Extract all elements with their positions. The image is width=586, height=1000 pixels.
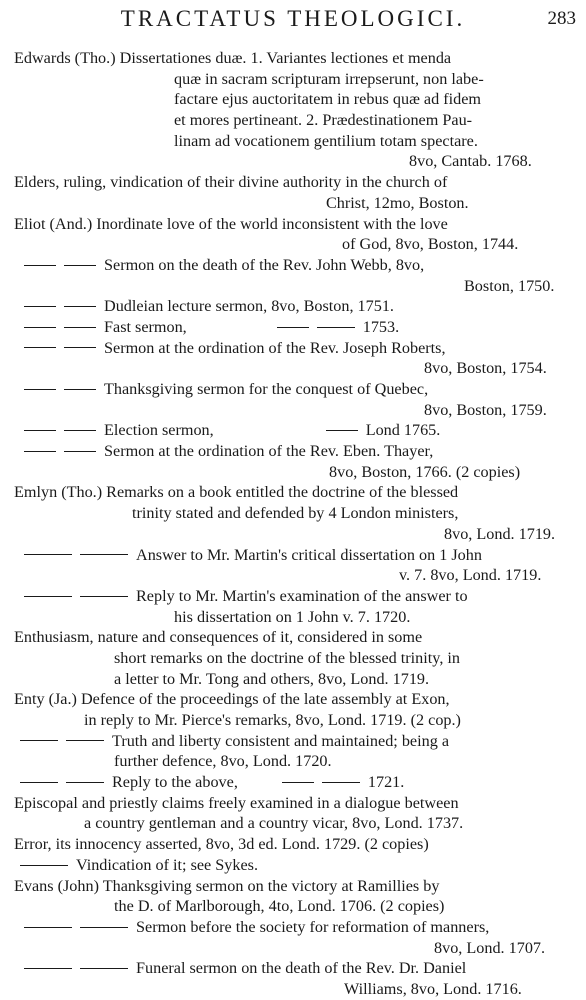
- entry-text: Reply to the above,: [112, 773, 238, 792]
- entry-line: [14, 193, 574, 214]
- entry-text: of God, 8vo, Boston, 1744.: [342, 235, 519, 254]
- ditto-dash: [64, 430, 96, 431]
- entry-line: [14, 151, 574, 172]
- entry-line: [14, 855, 574, 876]
- entry-text: Truth and liberty consistent and maintained; being a: [112, 731, 450, 750]
- entry-line: [14, 379, 574, 400]
- entry-text: in reply to Mr. Pierce's remarks, 8vo, Lond. 1719. (2 cop.): [84, 711, 461, 729]
- entry-text: Enthusiasm, nature and consequences of it, considered in some: [14, 628, 423, 647]
- entry-text: Sermon on the death of the Rev. John Webb, 8vo,: [104, 255, 425, 274]
- entry-line: [14, 876, 574, 897]
- entry-text: Error, its innocency asserted, 8vo, 3d ed. Lond. 1729. (2 copies): [14, 835, 429, 854]
- entry-line: [14, 234, 574, 255]
- entry-line: [14, 255, 574, 276]
- entry-text: trinity stated and defended by 4 London ministers,: [132, 504, 459, 523]
- entry-line: [14, 979, 574, 1000]
- entry-line: [14, 648, 574, 669]
- ditto-dash: [24, 347, 56, 348]
- entry-text: Answer to Mr. Martin's critical dissertation on 1 John: [136, 545, 482, 564]
- entry-text: Sermon before the society for reformation of manners,: [136, 917, 490, 936]
- entry-line: [14, 669, 574, 690]
- entry-line: [14, 420, 574, 441]
- entry-line: [14, 317, 574, 338]
- ditto-dash: [80, 968, 128, 969]
- entry-text: Enty (Ja.) Defence of the proceedings of the late assembly at Exon,: [14, 690, 450, 709]
- entry-text: 8vo, Lond. 1719.: [444, 524, 556, 543]
- entry-line: [14, 69, 574, 90]
- entry-text: Lond 1765.: [365, 421, 441, 440]
- entry-line: [14, 896, 574, 917]
- entry-line: [14, 358, 574, 379]
- entry-line: [14, 813, 574, 834]
- running-title: TRACTATUS THEOLOGICI.: [120, 6, 466, 31]
- entry-text: the D. of Marlborough, 4to, Lond. 1706. (2 copies): [114, 897, 445, 916]
- entry-line: [14, 214, 574, 235]
- entry-text: Elders, ruling, vindication of their divine authority in the church of: [14, 173, 448, 192]
- entry-text: quæ in sacram scripturam irrepserunt, non labe-: [174, 69, 484, 88]
- entry-line: [14, 482, 574, 503]
- entry-text: Christ, 12mo, Boston.: [326, 193, 469, 212]
- entry-line: [14, 772, 574, 793]
- entry-text: Sermon at the ordination of the Rev. Joseph Roberts,: [104, 338, 446, 357]
- entry-line: [14, 545, 574, 566]
- ditto-dash: [20, 865, 68, 866]
- ditto-dash: [24, 430, 56, 431]
- ditto-dash: [20, 740, 58, 741]
- ditto-dash: [282, 782, 314, 783]
- page-number: 283: [547, 8, 576, 29]
- entry-text: v. 7. 8vo, Lond. 1719.: [399, 566, 542, 585]
- entry-line: [14, 110, 574, 131]
- entry-text: Funeral sermon on the death of the Rev. Dr. Daniel: [136, 959, 467, 978]
- ditto-dash: [80, 927, 128, 928]
- entry-line: [14, 462, 574, 483]
- ditto-dash: [24, 968, 72, 969]
- entry-text: Reply to Mr. Martin's examination of the answer to: [136, 586, 468, 605]
- entry-text: Eliot (And.) Inordinate love of the world inconsistent with the love: [14, 214, 448, 233]
- entry-text: 1753.: [362, 317, 400, 336]
- ditto-dash: [24, 927, 72, 928]
- ditto-dash: [64, 265, 96, 266]
- entry-line: [14, 710, 574, 731]
- page-header: [0, 4, 586, 40]
- ditto-dash: [317, 327, 355, 328]
- entry-text: et mores pertineant. 2. Prædestinationem Pau-: [174, 111, 473, 130]
- entry-text: a country gentleman and a country vicar, 8vo, Lond. 1737.: [84, 814, 464, 833]
- entry-text: Vindication of it; see Sykes.: [76, 855, 259, 874]
- ditto-dash: [277, 327, 309, 328]
- entry-text: 8vo, Cantab. 1768.: [409, 152, 532, 171]
- entry-line: [14, 276, 574, 297]
- entry-text: Fast sermon,: [104, 317, 187, 336]
- entry-text: 8vo, Boston, 1754.: [424, 359, 547, 378]
- entry-text: Boston, 1750.: [464, 276, 555, 295]
- entry-line: [14, 607, 574, 628]
- ditto-dash: [24, 451, 56, 452]
- ditto-dash: [24, 554, 72, 555]
- entry-line: [14, 689, 574, 710]
- ditto-dash: [64, 451, 96, 452]
- entry-text: a letter to Mr. Tong and others, 8vo, Lond. 1719.: [114, 669, 430, 688]
- ditto-dash: [66, 740, 104, 741]
- entry-line: [14, 131, 574, 152]
- ditto-dash: [24, 327, 56, 328]
- entry-text: 8vo, Boston, 1759.: [424, 400, 547, 419]
- ditto-dash: [80, 554, 128, 555]
- entry-line: [14, 938, 574, 959]
- ditto-dash: [80, 596, 128, 597]
- entry-line: [14, 958, 574, 979]
- entry-line: [14, 524, 574, 545]
- entry-text: Evans (John) Thanksgiving sermon on the victory at Ramillies by: [14, 876, 440, 895]
- entry-text: Thanksgiving sermon for the conquest of Quebec,: [104, 380, 429, 398]
- entry-text: Dudleian lecture sermon, 8vo, Boston, 1751.: [104, 297, 394, 316]
- entry-line: [14, 751, 574, 772]
- ditto-dash: [24, 389, 56, 390]
- entry-text: 1721.: [367, 773, 405, 792]
- ditto-dash: [24, 306, 56, 307]
- entry-line: [14, 565, 574, 586]
- entry-line: [14, 400, 574, 421]
- entry-text: Emlyn (Tho.) Remarks on a book entitled the doctrine of the blessed: [14, 483, 459, 502]
- entry-line: [14, 503, 574, 524]
- ditto-dash: [66, 782, 104, 783]
- entry-line: [14, 731, 574, 752]
- ditto-dash: [64, 327, 96, 328]
- entry-line: [14, 834, 574, 855]
- ditto-dash: [24, 265, 56, 266]
- entry-text: Election sermon,: [104, 421, 214, 440]
- entry-text: short remarks on the doctrine of the blessed trinity, in: [114, 648, 460, 667]
- entry-line: [14, 793, 574, 814]
- entry-text: Edwards (Tho.) Dissertationes duæ. 1. Variantes lectiones et menda: [14, 49, 452, 67]
- entry-text: linam ad vocationem gentilium totam spectare.: [174, 131, 478, 150]
- ditto-dash: [64, 306, 96, 307]
- entry-text: Williams, 8vo, Lond. 1716.: [344, 979, 522, 998]
- ditto-dash: [64, 347, 96, 348]
- entry-line: [14, 296, 574, 317]
- entry-line: [14, 172, 574, 193]
- entry-text: his dissertation on 1 John v. 7. 1720.: [174, 607, 411, 626]
- ditto-dash: [20, 782, 58, 783]
- entry-line: [14, 917, 574, 938]
- ditto-dash: [64, 389, 96, 390]
- entry-line: [14, 586, 574, 607]
- entry-text: 8vo, Lond. 1707.: [434, 938, 546, 957]
- entry-line: [14, 48, 574, 69]
- entry-line: [14, 627, 574, 648]
- ditto-dash: [322, 782, 360, 783]
- catalogue-text: [14, 48, 574, 1000]
- entry-line: [14, 441, 574, 462]
- entry-text: 8vo, Boston, 1766. (2 copies): [329, 462, 521, 481]
- entry-text: further defence, 8vo, Lond. 1720.: [114, 752, 332, 771]
- entry-line: [14, 338, 574, 359]
- entry-line: [14, 89, 574, 110]
- entry-text: factare ejus auctoritatem in rebus quæ ad fidem: [174, 90, 481, 109]
- entry-text: Sermon at the ordination of the Rev. Eben. Thayer,: [104, 442, 434, 461]
- ditto-dash: [24, 596, 72, 597]
- entry-text: Episcopal and priestly claims freely examined in a dialogue between: [14, 793, 459, 812]
- ditto-dash: [326, 430, 358, 431]
